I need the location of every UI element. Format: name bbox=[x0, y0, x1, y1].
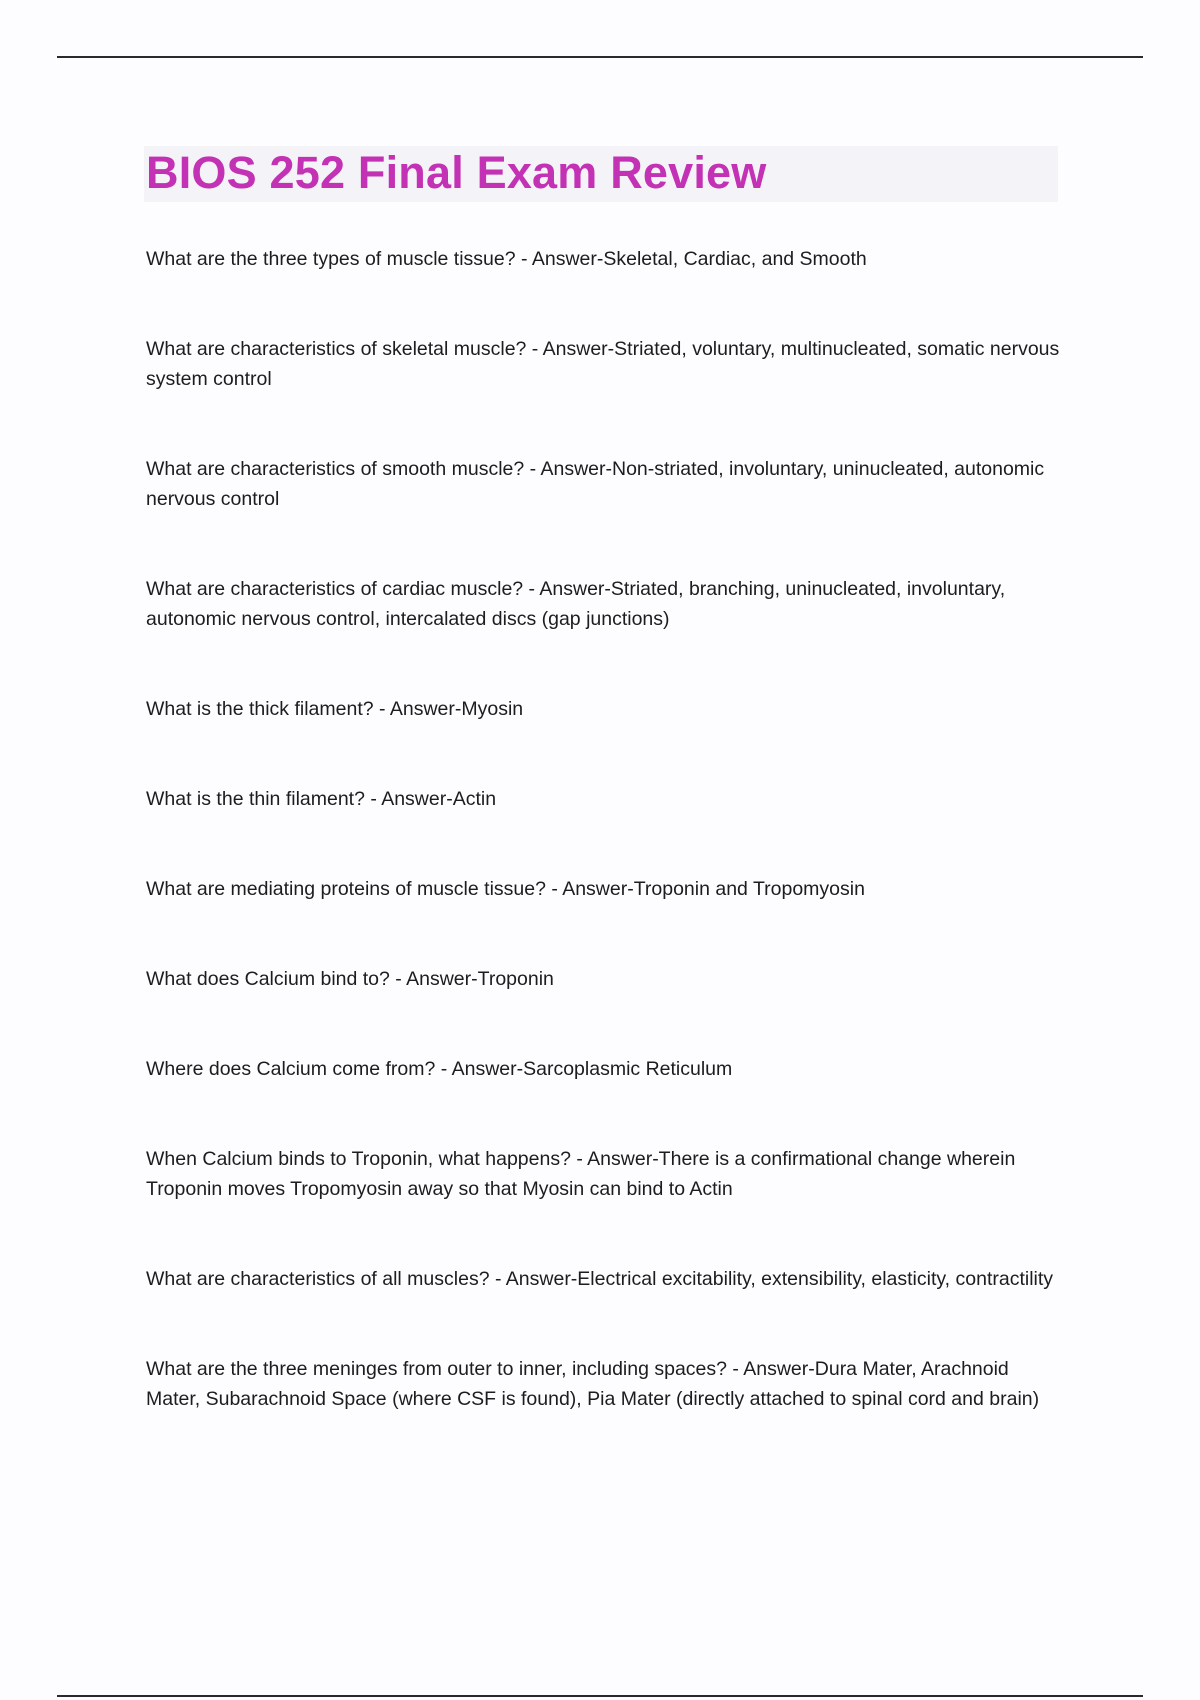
qa-item: What does Calcium bind to? - Answer-Troponin bbox=[146, 968, 554, 990]
qa-item: What is the thin filament? - Answer-Actin bbox=[146, 788, 497, 810]
qa-item: What are characteristics of cardiac muscle? - Answer-Striated, branching, uninucleated, involuntary, autonomic nervous control, intercalated discs (gap junctions) bbox=[146, 578, 1006, 630]
page-title: BIOS 252 Final Exam Review bbox=[146, 147, 767, 198]
qa-item: What are characteristics of skeletal muscle? - Answer-Striated, voluntary, multinucleated, somatic nervous system control bbox=[146, 338, 1060, 390]
qa-item: What are the three types of muscle tissue? - Answer-Skeletal, Cardiac, and Smooth bbox=[146, 248, 867, 270]
bottom-rule bbox=[57, 1695, 1143, 1697]
qa-item: What are mediating proteins of muscle tissue? - Answer-Troponin and Tropomyosin bbox=[146, 878, 865, 900]
qa-item: What are characteristics of smooth muscle? - Answer-Non-striated, involuntary, uninucleated, autonomic nervous control bbox=[146, 458, 1045, 510]
qa-list bbox=[146, 244, 1066, 1414]
qa-item: What are characteristics of all muscles? - Answer-Electrical excitability, extensibility, elasticity, contractility bbox=[146, 1268, 1054, 1290]
qa-item: When Calcium binds to Troponin, what happens? - Answer-There is a confirmational change wherein Troponin moves Tropomyosin away so that Myosin can bind to Actin bbox=[146, 1148, 1016, 1200]
qa-item: Where does Calcium come from? - Answer-Sarcoplasmic Reticulum bbox=[146, 1058, 733, 1080]
qa-item: What are the three meninges from outer to inner, including spaces? - Answer-Dura Mater, Arachnoid Mater, Subarachnoid Space (where CSF is found), Pia Mater (directly attached to spinal cord and brain) bbox=[146, 1358, 1040, 1410]
top-rule bbox=[57, 56, 1143, 58]
qa-item: What is the thick filament? - Answer-Myosin bbox=[146, 698, 524, 720]
